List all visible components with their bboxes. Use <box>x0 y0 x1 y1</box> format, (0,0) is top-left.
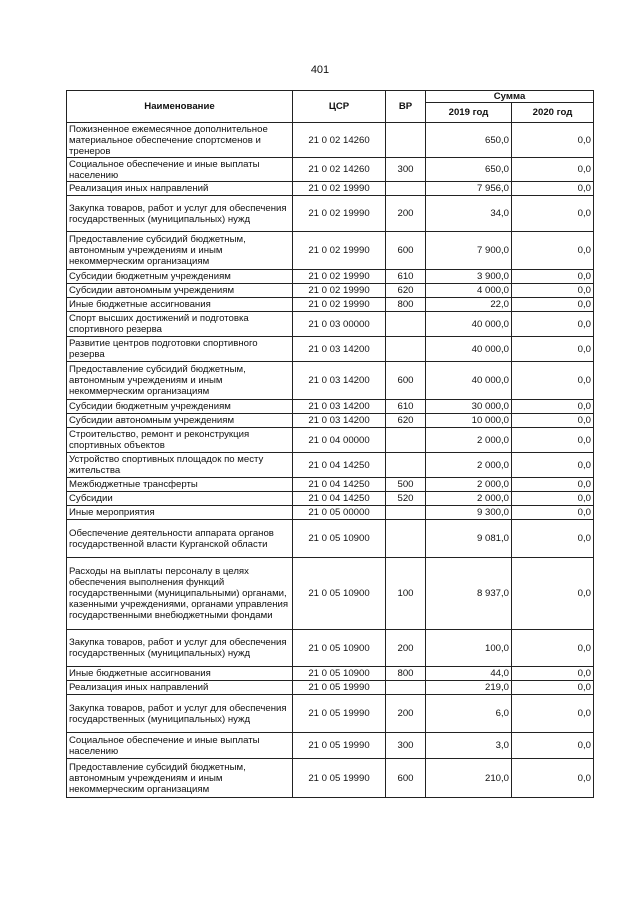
row-2020: 0,0 <box>512 667 594 681</box>
row-2020: 0,0 <box>512 558 594 630</box>
row-2020: 0,0 <box>512 630 594 667</box>
row-name: Социальное обеспечение и иные выплаты населению <box>67 158 293 182</box>
row-csr: 21 0 03 00000 <box>293 312 386 337</box>
row-csr: 21 0 02 14260 <box>293 158 386 182</box>
row-csr: 21 0 05 10900 <box>293 520 386 558</box>
row-vr <box>386 520 426 558</box>
row-2019: 2 000,0 <box>426 478 512 492</box>
row-vr: 520 <box>386 492 426 506</box>
row-vr: 620 <box>386 284 426 298</box>
row-vr <box>386 428 426 453</box>
row-2020: 0,0 <box>512 681 594 695</box>
row-2020: 0,0 <box>512 695 594 733</box>
table-row <box>67 453 594 478</box>
row-name: Субсидии бюджетным учреждениям <box>67 270 293 284</box>
row-2020: 0,0 <box>512 414 594 428</box>
row-vr: 200 <box>386 630 426 667</box>
row-name: Закупка товаров, работ и услуг для обеспечения государственных (муниципальных) нужд <box>67 630 293 667</box>
row-2020: 0,0 <box>512 362 594 400</box>
row-2020: 0,0 <box>512 506 594 520</box>
row-csr: 21 0 05 19990 <box>293 695 386 733</box>
row-name: Обеспечение деятельности аппарата органов государственной власти Курганской области <box>67 520 293 558</box>
row-vr <box>386 506 426 520</box>
row-2019: 10 000,0 <box>426 414 512 428</box>
table-row <box>67 270 594 284</box>
table-row <box>67 196 594 232</box>
row-csr: 21 0 02 19990 <box>293 196 386 232</box>
row-vr: 500 <box>386 478 426 492</box>
row-2019: 9 300,0 <box>426 506 512 520</box>
row-vr: 200 <box>386 695 426 733</box>
row-vr: 600 <box>386 362 426 400</box>
row-vr <box>386 337 426 362</box>
table-row <box>67 681 594 695</box>
row-2020: 0,0 <box>512 453 594 478</box>
row-csr: 21 0 05 10900 <box>293 667 386 681</box>
table-row <box>67 558 594 630</box>
row-csr: 21 0 05 19990 <box>293 681 386 695</box>
row-csr: 21 0 02 19990 <box>293 182 386 196</box>
row-csr: 21 0 04 14250 <box>293 478 386 492</box>
header-2020: 2020 год <box>512 103 594 123</box>
row-2020: 0,0 <box>512 270 594 284</box>
row-2019: 40 000,0 <box>426 337 512 362</box>
table-row <box>67 695 594 733</box>
row-2020: 0,0 <box>512 182 594 196</box>
row-name: Социальное обеспечение и иные выплаты населению <box>67 733 293 759</box>
row-csr: 21 0 03 14200 <box>293 414 386 428</box>
table-row <box>67 520 594 558</box>
row-csr: 21 0 02 14260 <box>293 123 386 158</box>
row-2019: 7 956,0 <box>426 182 512 196</box>
row-csr: 21 0 04 14250 <box>293 453 386 478</box>
row-vr: 620 <box>386 414 426 428</box>
row-vr <box>386 453 426 478</box>
row-csr: 21 0 05 00000 <box>293 506 386 520</box>
row-name: Развитие центров подготовки спортивного резерва <box>67 337 293 362</box>
header-name: Наименование <box>67 91 293 123</box>
page-number: 401 <box>310 64 330 76</box>
row-vr: 600 <box>386 759 426 798</box>
table-row <box>67 506 594 520</box>
row-2019: 34,0 <box>426 196 512 232</box>
row-name: Строительство, ремонт и реконструкция спортивных объектов <box>67 428 293 453</box>
row-csr: 21 0 04 00000 <box>293 428 386 453</box>
row-name: Расходы на выплаты персоналу в целях обеспечения выполнения функций государственными (муниципальными) органами, казенными учреждениями, органами управления государственными внебюджетными фондами <box>67 558 293 630</box>
row-csr: 21 0 03 14200 <box>293 362 386 400</box>
table-row <box>67 158 594 182</box>
row-vr: 800 <box>386 298 426 312</box>
table-row <box>67 312 594 337</box>
row-vr: 610 <box>386 400 426 414</box>
row-name: Реализация иных направлений <box>67 182 293 196</box>
row-2020: 0,0 <box>512 312 594 337</box>
row-csr: 21 0 02 19990 <box>293 270 386 284</box>
row-vr <box>386 123 426 158</box>
row-name: Иные бюджетные ассигнования <box>67 667 293 681</box>
row-name: Иные бюджетные ассигнования <box>67 298 293 312</box>
row-2019: 650,0 <box>426 123 512 158</box>
table-row <box>67 232 594 270</box>
row-2019: 8 937,0 <box>426 558 512 630</box>
table-row <box>67 667 594 681</box>
row-csr: 21 0 02 19990 <box>293 298 386 312</box>
table-row <box>67 478 594 492</box>
row-2020: 0,0 <box>512 520 594 558</box>
row-2020: 0,0 <box>512 298 594 312</box>
row-2020: 0,0 <box>512 337 594 362</box>
row-name: Межбюджетные трансферты <box>67 478 293 492</box>
row-2020: 0,0 <box>512 123 594 158</box>
row-2019: 100,0 <box>426 630 512 667</box>
row-2020: 0,0 <box>512 284 594 298</box>
row-vr: 610 <box>386 270 426 284</box>
row-vr <box>386 182 426 196</box>
row-csr: 21 0 05 19990 <box>293 733 386 759</box>
row-vr: 600 <box>386 232 426 270</box>
row-vr: 300 <box>386 158 426 182</box>
table-row <box>67 362 594 400</box>
table-row <box>67 630 594 667</box>
row-2019: 2 000,0 <box>426 428 512 453</box>
table-row <box>67 400 594 414</box>
row-2019: 210,0 <box>426 759 512 798</box>
row-name: Спорт высших достижений и подготовка спортивного резерва <box>67 312 293 337</box>
row-csr: 21 0 04 14250 <box>293 492 386 506</box>
row-2020: 0,0 <box>512 158 594 182</box>
row-csr: 21 0 05 10900 <box>293 558 386 630</box>
row-2020: 0,0 <box>512 232 594 270</box>
row-csr: 21 0 02 19990 <box>293 232 386 270</box>
header-sum: Сумма <box>426 91 594 103</box>
row-2019: 219,0 <box>426 681 512 695</box>
budget-table <box>66 90 594 798</box>
row-2019: 40 000,0 <box>426 312 512 337</box>
row-vr <box>386 312 426 337</box>
table-row <box>67 182 594 196</box>
row-2020: 0,0 <box>512 733 594 759</box>
row-vr: 200 <box>386 196 426 232</box>
row-csr: 21 0 03 14200 <box>293 400 386 414</box>
row-vr: 300 <box>386 733 426 759</box>
row-name: Устройство спортивных площадок по месту жительства <box>67 453 293 478</box>
row-2020: 0,0 <box>512 492 594 506</box>
row-name: Субсидии <box>67 492 293 506</box>
table-row <box>67 298 594 312</box>
row-2019: 22,0 <box>426 298 512 312</box>
row-2019: 4 000,0 <box>426 284 512 298</box>
row-name: Реализация иных направлений <box>67 681 293 695</box>
row-name: Субсидии автономным учреждениям <box>67 284 293 298</box>
table-row <box>67 123 594 158</box>
row-2020: 0,0 <box>512 400 594 414</box>
row-2020: 0,0 <box>512 478 594 492</box>
row-2019: 2 000,0 <box>426 492 512 506</box>
row-2019: 3,0 <box>426 733 512 759</box>
row-vr: 800 <box>386 667 426 681</box>
row-name: Закупка товаров, работ и услуг для обеспечения государственных (муниципальных) нужд <box>67 695 293 733</box>
row-2019: 44,0 <box>426 667 512 681</box>
header-vr: ВР <box>386 91 426 123</box>
row-vr <box>386 681 426 695</box>
row-csr: 21 0 05 19990 <box>293 759 386 798</box>
row-2020: 0,0 <box>512 428 594 453</box>
row-2019: 9 081,0 <box>426 520 512 558</box>
row-csr: 21 0 02 19990 <box>293 284 386 298</box>
row-2020: 0,0 <box>512 196 594 232</box>
header-csr: ЦСР <box>293 91 386 123</box>
row-2019: 3 900,0 <box>426 270 512 284</box>
row-name: Закупка товаров, работ и услуг для обеспечения государственных (муниципальных) нужд <box>67 196 293 232</box>
row-name: Предоставление субсидий бюджетным, автономным учреждениям и иным некоммерческим организациям <box>67 759 293 798</box>
row-2019: 6,0 <box>426 695 512 733</box>
table-row <box>67 337 594 362</box>
row-csr: 21 0 05 10900 <box>293 630 386 667</box>
row-2019: 650,0 <box>426 158 512 182</box>
row-name: Иные мероприятия <box>67 506 293 520</box>
row-name: Субсидии автономным учреждениям <box>67 414 293 428</box>
row-name: Предоставление субсидий бюджетным, автономным учреждениям и иным некоммерческим организациям <box>67 362 293 400</box>
table-row <box>67 428 594 453</box>
table-row <box>67 733 594 759</box>
row-2019: 40 000,0 <box>426 362 512 400</box>
row-vr: 100 <box>386 558 426 630</box>
header-2019: 2019 год <box>426 103 512 123</box>
row-2019: 7 900,0 <box>426 232 512 270</box>
table-row <box>67 414 594 428</box>
row-2019: 2 000,0 <box>426 453 512 478</box>
row-name: Субсидии бюджетным учреждениям <box>67 400 293 414</box>
table-row <box>67 492 594 506</box>
row-2020: 0,0 <box>512 759 594 798</box>
row-csr: 21 0 03 14200 <box>293 337 386 362</box>
table-row <box>67 759 594 798</box>
row-name: Предоставление субсидий бюджетным, автономным учреждениям и иным некоммерческим организациям <box>67 232 293 270</box>
row-name: Пожизненное ежемесячное дополнительное материальное обеспечение спортсменов и тренеров <box>67 123 293 158</box>
row-2019: 30 000,0 <box>426 400 512 414</box>
table-row <box>67 284 594 298</box>
